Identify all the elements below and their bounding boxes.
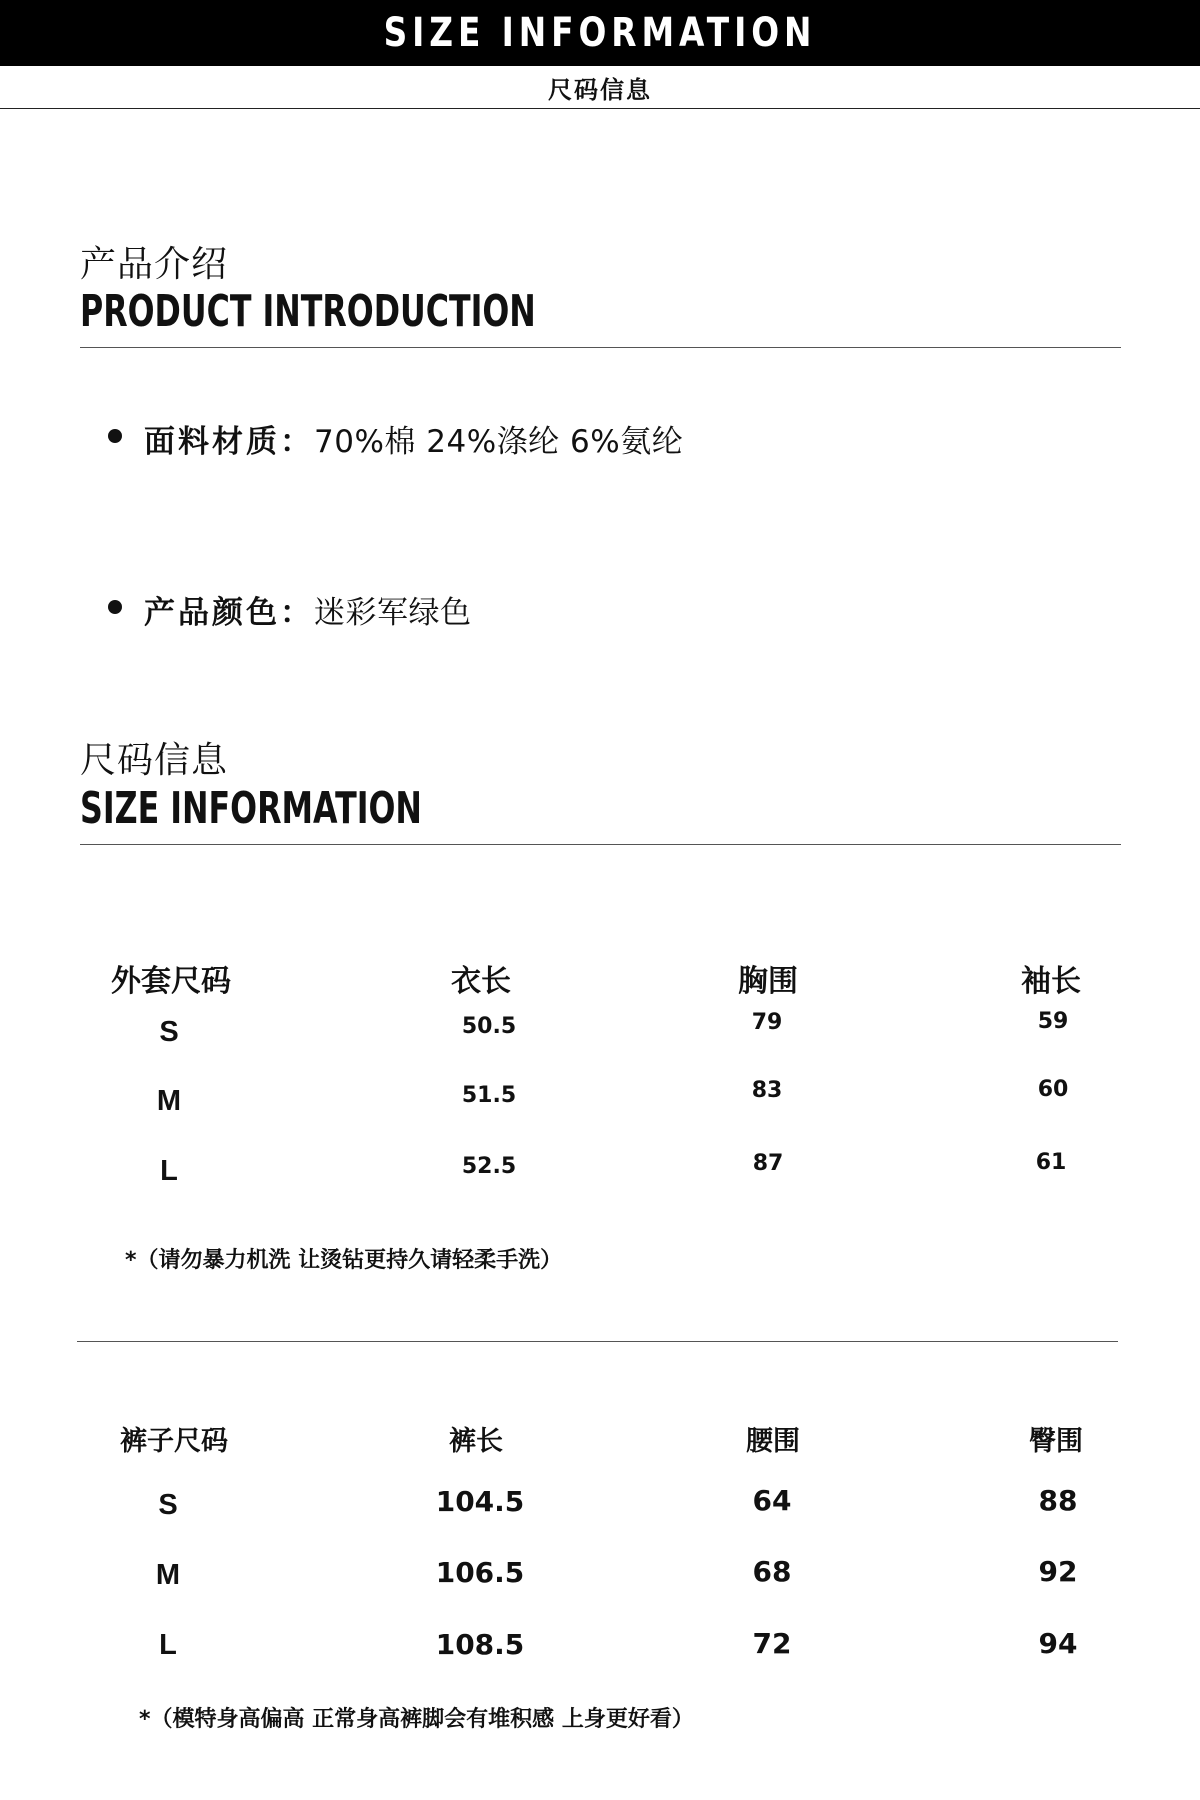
table-cell: 83 bbox=[751, 1078, 783, 1103]
table-cell: 51.5 bbox=[461, 1083, 517, 1108]
table-cell: 59 bbox=[1037, 1009, 1069, 1034]
size-info-title-cn: 尺码信息 bbox=[80, 740, 229, 781]
fabric-label: 面料材质： bbox=[144, 424, 314, 460]
table-cell: 60 bbox=[1037, 1077, 1069, 1102]
table-header-cell: 臀围 bbox=[1029, 1426, 1083, 1457]
color-label: 产品颜色： bbox=[144, 595, 314, 631]
table-cell: 88 bbox=[1038, 1484, 1078, 1517]
table-header-cell: 外套尺码 bbox=[111, 964, 231, 999]
table-cell: 64 bbox=[752, 1484, 792, 1517]
table-cell-size: L bbox=[159, 1629, 177, 1661]
table-cell-size: S bbox=[158, 1489, 178, 1521]
size-info-divider bbox=[80, 844, 1121, 845]
bullet-icon bbox=[108, 429, 122, 443]
banner-title: SIZE INFORMATION bbox=[383, 10, 817, 56]
table-header-cell: 裤长 bbox=[449, 1426, 503, 1457]
size-info-title-en: SIZE INFORMATION bbox=[80, 783, 422, 834]
bullet-icon bbox=[108, 600, 122, 614]
table-cell: 106.5 bbox=[435, 1556, 525, 1589]
banner-subtitle: 尺码信息 bbox=[548, 76, 652, 104]
table-cell: 72 bbox=[752, 1627, 792, 1660]
table-cell-size: L bbox=[160, 1155, 178, 1187]
color-spec bbox=[144, 587, 472, 632]
jacket-care-note: *（请勿暴力机洗 让烫钻更持久请轻柔手洗） bbox=[125, 1248, 563, 1273]
table-cell: 68 bbox=[752, 1555, 792, 1588]
fabric-value: 70%棉 24%涤纶 6%氨纶 bbox=[314, 424, 684, 460]
table-cell: 52.5 bbox=[461, 1154, 517, 1179]
tables-divider bbox=[77, 1341, 1118, 1342]
product-intro-title-cn: 产品介绍 bbox=[80, 244, 229, 285]
table-cell: 87 bbox=[752, 1151, 784, 1176]
product-intro-divider bbox=[80, 347, 1121, 348]
fabric-spec bbox=[144, 416, 683, 461]
banner-divider bbox=[0, 108, 1200, 109]
table-header-cell: 裤子尺码 bbox=[120, 1426, 228, 1457]
table-cell: 104.5 bbox=[435, 1485, 525, 1518]
table-cell: 92 bbox=[1038, 1555, 1078, 1588]
table-cell: 50.5 bbox=[461, 1014, 517, 1039]
table-cell: 108.5 bbox=[435, 1628, 525, 1661]
table-cell-size: M bbox=[155, 1559, 181, 1591]
pants-fit-note: *（模特身高偏高 正常身高裤脚会有堆积感 上身更好看） bbox=[139, 1707, 694, 1732]
table-header-cell: 胸围 bbox=[738, 964, 798, 999]
table-header-cell: 腰围 bbox=[746, 1426, 800, 1457]
table-cell: 61 bbox=[1035, 1150, 1067, 1175]
table-header-cell: 衣长 bbox=[451, 964, 511, 999]
table-header-cell: 袖长 bbox=[1021, 964, 1081, 999]
table-cell: 79 bbox=[751, 1010, 783, 1035]
product-intro-title-en: PRODUCT INTRODUCTION bbox=[80, 286, 536, 337]
color-value: 迷彩军绿色 bbox=[314, 595, 472, 631]
table-cell-size: M bbox=[156, 1085, 182, 1117]
table-cell: 94 bbox=[1038, 1627, 1078, 1660]
table-cell-size: S bbox=[159, 1016, 179, 1048]
